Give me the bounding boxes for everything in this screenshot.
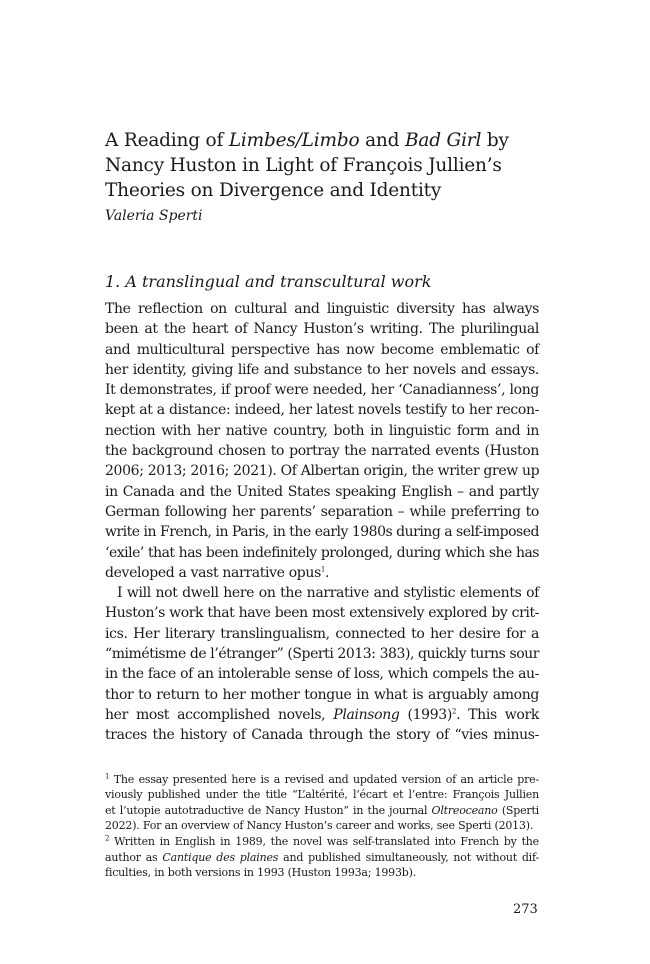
text-line: The reflection on cultural and linguistic diversity has always xyxy=(105,301,539,317)
text-line: and multicultural perspective has now become emblematic of xyxy=(105,341,539,358)
text-line: write in French, in Paris, in the early 1980s during a self-imposed xyxy=(105,524,539,541)
text-line: kept at a distance: indeed, her latest novels testify to her recon- xyxy=(105,402,539,419)
footnote-line: 2022). For an overview of Nancy Huston’s career and works, see Sperti (2013). xyxy=(105,819,534,833)
text-line: traces the history of Canada through the story of “vies minus- xyxy=(105,727,539,744)
author-name: Valeria Sperti xyxy=(105,208,203,224)
text-line: I will not dwell here on the narrative and stylistic elements of xyxy=(117,585,539,602)
footnote-mark: 2 xyxy=(105,834,110,843)
title-text: A Reading of xyxy=(105,130,229,151)
page-number: 273 xyxy=(513,902,538,917)
footnote-ref-2[interactable]: 2 xyxy=(451,707,457,716)
text-line: German following her parents’ separation – while preferring to xyxy=(105,503,539,520)
italic-title-plainsong: Plainsong xyxy=(333,706,400,723)
italic-journal-name: Oltreoceano xyxy=(431,803,498,817)
text-run: her most accomplished novels, xyxy=(105,706,334,723)
text-run: author as xyxy=(105,850,163,864)
title-text: and xyxy=(359,130,405,151)
footnote-1 xyxy=(105,772,539,834)
text-run: et l’utopie autotraductive de Nancy Huston” in the journal xyxy=(105,803,432,817)
text-line: ics. Her literary translingualism, connected to her desire for a xyxy=(105,625,539,642)
title-line: Theories on Divergence and Identity xyxy=(105,180,442,201)
text-line: in the face of an intolerable sense of loss, which compels the au- xyxy=(105,666,539,683)
footnote-line: ficulties, in both versions in 1993 (Huston 1993a; 1993b). xyxy=(105,866,417,880)
paragraph-2 xyxy=(105,583,539,745)
text-line: the background chosen to portray the narrated events (Huston xyxy=(105,443,539,460)
text-line: nection with her native country, both in linguistic form and in xyxy=(105,422,539,439)
text-line: been at the heart of Nancy Huston’s writing. The plurilingual xyxy=(105,321,539,338)
article-page xyxy=(105,128,539,881)
title-italic-bad-girl: Bad Girl xyxy=(404,130,482,151)
italic-book-title: Cantique des plaines xyxy=(162,850,279,864)
text-line: in Canada and the United States speaking English – and partly xyxy=(105,483,539,500)
footnote-mark: 1 xyxy=(105,771,110,780)
footnote-line xyxy=(105,772,539,788)
title-text: by xyxy=(481,130,509,151)
text-line: Huston’s work that have been most extensively explored by crit- xyxy=(105,605,539,622)
footnote-line: viously published under the title “L’altérité, l’écart et l’entre: François Jullien xyxy=(105,788,539,802)
title-line: Nancy Huston in Light of François Jullien’s xyxy=(105,155,502,176)
article-title xyxy=(105,128,539,203)
text-line: It demonstrates, if proof were needed, her ‘Canadianness’, long xyxy=(105,382,539,399)
text-run: . This work xyxy=(456,706,539,723)
title-italic-limbes: Limbes/Limbo xyxy=(228,130,360,151)
text-line: her identity, giving life and substance to her novels and essays. xyxy=(105,361,539,378)
title-line xyxy=(105,128,539,153)
text-line: 2006; 2013; 2016; 2021). Of Albertan origin, the writer grew up xyxy=(105,463,540,480)
footnote-line xyxy=(105,834,539,850)
text-run: developed a vast narrative opus xyxy=(105,564,321,581)
footnote-ref-1[interactable]: 1 xyxy=(320,565,326,574)
text-run: . xyxy=(325,564,330,581)
footnote-2 xyxy=(105,834,539,881)
text-run: and published simultaneously, not without dif- xyxy=(278,850,539,864)
text-run: Written in English in 1989, the novel was self-translated into French by the xyxy=(109,834,539,848)
footnote-line xyxy=(105,803,539,819)
text-line: ‘exile’ that has been indefinitely prolonged, during which she has xyxy=(105,544,539,561)
text-run: (Sperti xyxy=(497,803,539,817)
paragraph-1 xyxy=(105,299,539,583)
text-line xyxy=(105,705,539,725)
footnote-line xyxy=(105,850,539,866)
text-line xyxy=(105,563,539,583)
section-heading: 1. A translingual and transcultural work xyxy=(105,272,432,291)
footnotes xyxy=(105,772,539,881)
text-line: thor to return to her mother tongue in what is arguably among xyxy=(105,686,539,703)
text-run: The essay presented here is a revised and updated version of an article pre- xyxy=(109,772,539,786)
text-line: “mimétisme de l’étranger” (Sperti 2013: 383), quickly turns sour xyxy=(105,646,539,663)
text-run: (1993) xyxy=(399,706,452,723)
